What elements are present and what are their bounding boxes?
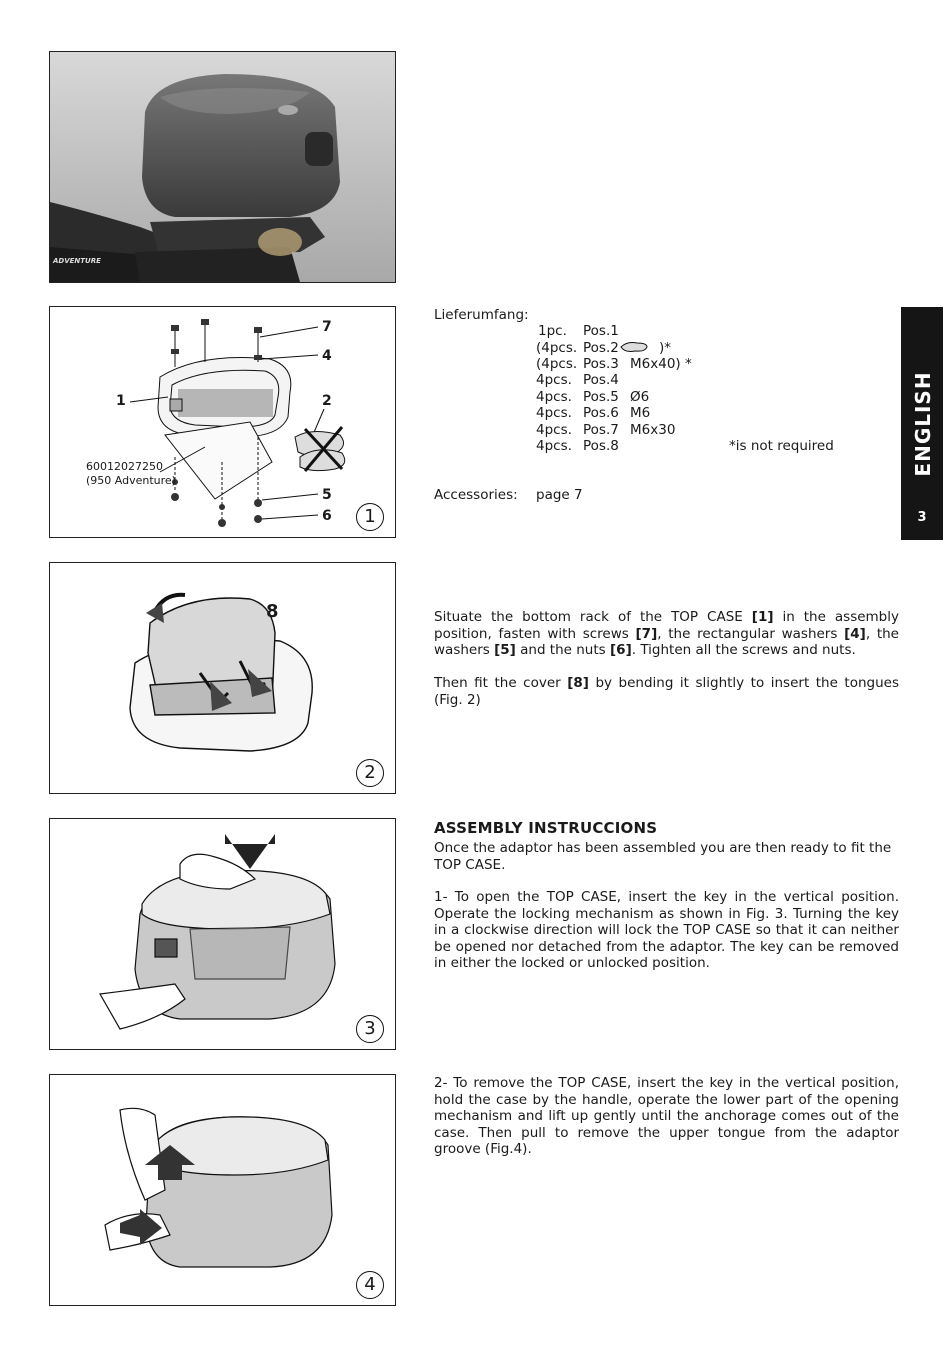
callout-7: 7 <box>322 319 332 335</box>
tongue-part-icon <box>619 339 649 355</box>
list-item: (4pcs. <box>536 340 578 356</box>
list-item-pos: Pos.2 <box>583 340 619 356</box>
list-item: 1pc. <box>538 323 567 339</box>
not-required-note: *is not required <box>729 438 834 454</box>
bike-lettering: ADVENTURE <box>53 257 101 265</box>
callout-4: 4 <box>322 348 332 364</box>
accessories-label: Accessories: <box>434 487 518 503</box>
assembly-intro: Once the adaptor has been assembled you are then ready to fit the TOP CASE. <box>434 840 892 873</box>
figure-number-2: 2 <box>356 759 384 787</box>
open-instructions: 1- To open the TOP CASE, insert the key in the vertical position. Operate the locking mechanism as shown in Fig. 3. Turning the key in a clockwise direction will lock the TOP CASE so that it can neither be opened nor detached from the adaptor. The key can be removed in either the locked or unlocked position. <box>434 889 899 971</box>
figure-2-cover-fit <box>49 562 396 794</box>
list-item-spec: M6x40) * <box>630 356 692 372</box>
accessories-value: page 7 <box>536 487 583 503</box>
remove-topcase-diagram <box>50 1075 396 1306</box>
figure-3-open-case <box>49 818 396 1050</box>
list-item-spec: M6x30 <box>630 422 676 438</box>
part-number-label: 60012027250 <box>86 460 163 473</box>
list-item-spec: )* <box>659 340 672 356</box>
figure-number-1: 1 <box>356 503 384 531</box>
page-number: 3 <box>917 510 927 525</box>
list-item: 4pcs. <box>536 372 572 388</box>
list-item: (4pcs. <box>536 356 578 372</box>
cover-fitting-diagram <box>50 563 396 794</box>
list-item-pos: Pos.1 <box>583 323 619 339</box>
callout-6: 6 <box>322 508 332 524</box>
list-item-pos: Pos.3 <box>583 356 619 372</box>
step-rack-paragraph: Situate the bottom rack of the TOP CASE [1] in the assembly position, fasten with screws [7], the rectangular washers [4], the washers [5] and the nuts [6]. Tighten all the screws and nuts. <box>434 609 899 658</box>
model-label: (950 Adventure) <box>86 474 176 487</box>
open-topcase-diagram <box>50 819 396 1050</box>
packing-list-label: Lieferumfang: <box>434 307 529 323</box>
product-photo <box>49 51 396 283</box>
list-item-pos: Pos.7 <box>583 422 619 438</box>
language-label: ENGLISH <box>911 371 935 477</box>
motorcycle-topcase-photo <box>50 52 396 283</box>
callout-8: 8 <box>266 601 279 622</box>
list-item-pos: Pos.4 <box>583 372 619 388</box>
list-item-pos: Pos.8 <box>583 438 619 454</box>
list-item-pos: Pos.5 <box>583 389 619 405</box>
rack-exploded-diagram <box>50 307 396 538</box>
list-item: 4pcs. <box>536 422 572 438</box>
list-item-spec: Ø6 <box>630 389 650 405</box>
step-cover-paragraph: Then fit the cover [8] by bending it slightly to insert the tongues (Fig. 2) <box>434 675 899 708</box>
list-item-pos: Pos.6 <box>583 405 619 421</box>
list-item: 4pcs. <box>536 405 572 421</box>
figure-number-4: 4 <box>356 1271 384 1299</box>
language-tab <box>901 307 943 540</box>
list-item: 4pcs. <box>536 438 572 454</box>
callout-2: 2 <box>322 393 332 409</box>
figure-number-3: 3 <box>356 1015 384 1043</box>
section-heading: ASSEMBLY INSTRUCCIONS <box>434 819 658 837</box>
list-item-spec: M6 <box>630 405 651 421</box>
figure-1-exploded-view <box>49 306 396 538</box>
figure-4-remove-case <box>49 1074 396 1306</box>
remove-instructions: 2- To remove the TOP CASE, insert the key in the vertical position, hold the case by the handle, operate the lower part of the opening mechanism and lift up gently until the anchorage comes out of the case. Then pull to remove the upper tongue from the adaptor groove (Fig.4). <box>434 1075 899 1157</box>
list-item: 4pcs. <box>536 389 572 405</box>
callout-5: 5 <box>322 487 332 503</box>
callout-1: 1 <box>116 393 126 409</box>
